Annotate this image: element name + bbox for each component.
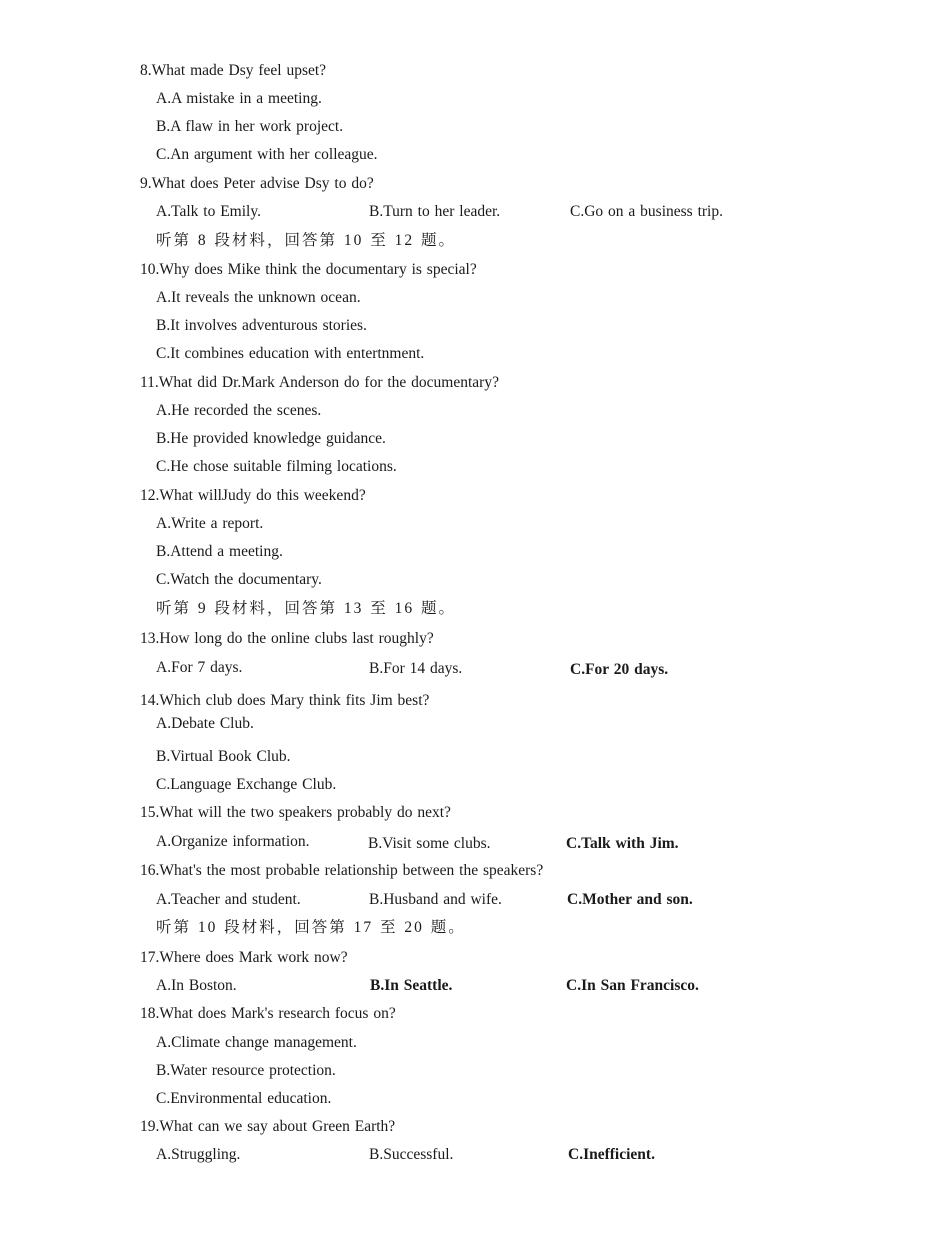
option-18b: B.Water resource protection. (156, 1062, 336, 1079)
option-13c: C.For 20 days. (570, 661, 669, 678)
question-8: 8.What made Dsy feel upset? (140, 62, 327, 79)
option-13b: B.For 14 days. (369, 660, 463, 677)
option-9c: C.Go on a business trip. (570, 203, 723, 220)
question-10: 10.Why does Mike think the documentary is special? (140, 261, 477, 278)
question-16: 16.What's the most probable relationship between the speakers? (140, 862, 544, 879)
option-10c: C.It combines education with entertnment. (156, 345, 425, 362)
option-13a: A.For 7 days. (156, 659, 243, 676)
option-16a: A.Teacher and student. (156, 891, 301, 908)
option-17b: B.In Seattle. (370, 977, 453, 994)
option-12a: A.Write a report. (156, 515, 264, 532)
question-12: 12.What willJudy do this weekend? (140, 487, 366, 504)
question-17: 17.Where does Mark work now? (140, 949, 348, 966)
option-8a: A.A mistake in a meeting. (156, 90, 322, 107)
option-11c: C.He chose suitable filming locations. (156, 458, 397, 475)
option-8b: B.A flaw in her work project. (156, 118, 344, 135)
question-9: 9.What does Peter advise Dsy to do? (140, 175, 374, 192)
section-header-10: 听第 10 段材料，回答第 17 至 20 题。 (156, 919, 466, 936)
option-9b: B.Turn to her leader. (369, 203, 501, 220)
option-11a: A.He recorded the scenes. (156, 402, 322, 419)
option-12c: C.Watch the documentary. (156, 571, 322, 588)
option-16c: C.Mother and son. (567, 891, 693, 908)
question-19: 19.What can we say about Green Earth? (140, 1118, 396, 1135)
option-17a: A.In Boston. (156, 977, 237, 994)
option-18a: A.Climate change management. (156, 1034, 357, 1051)
section-header-9: 听第 9 段材料，回答第 13 至 16 题。 (156, 600, 457, 617)
option-14b: B.Virtual Book Club. (156, 748, 291, 765)
option-18c: C.Environmental education. (156, 1090, 332, 1107)
question-15: 15.What will the two speakers probably do next? (140, 804, 451, 821)
option-12b: B.Attend a meeting. (156, 543, 283, 560)
option-19c: C.Inefficient. (568, 1146, 655, 1163)
question-13: 13.How long do the online clubs last roughly? (140, 630, 434, 647)
option-10b: B.It involves adventurous stories. (156, 317, 367, 334)
option-15b: B.Visit some clubs. (368, 835, 491, 852)
option-8c: C.An argument with her colleague. (156, 146, 378, 163)
question-14: 14.Which club does Mary think fits Jim best? (140, 692, 430, 709)
option-10a: A.It reveals the unknown ocean. (156, 289, 361, 306)
option-14a: A.Debate Club. (156, 715, 254, 732)
section-header-8: 听第 8 段材料，回答第 10 至 12 题。 (156, 232, 457, 249)
option-19b: B.Successful. (369, 1146, 454, 1163)
question-11: 11.What did Dr.Mark Anderson do for the documentary? (140, 374, 499, 391)
option-11b: B.He provided knowledge guidance. (156, 430, 386, 447)
option-9a: A.Talk to Emily. (156, 203, 261, 220)
option-19a: A.Struggling. (156, 1146, 241, 1163)
option-16b: B.Husband and wife. (369, 891, 502, 908)
option-15a: A.Organize information. (156, 833, 310, 850)
question-18: 18.What does Mark's research focus on? (140, 1005, 396, 1022)
option-17c: C.In San Francisco. (566, 977, 699, 994)
option-14c: C.Language Exchange Club. (156, 776, 337, 793)
option-15c: C.Talk with Jim. (566, 835, 679, 852)
